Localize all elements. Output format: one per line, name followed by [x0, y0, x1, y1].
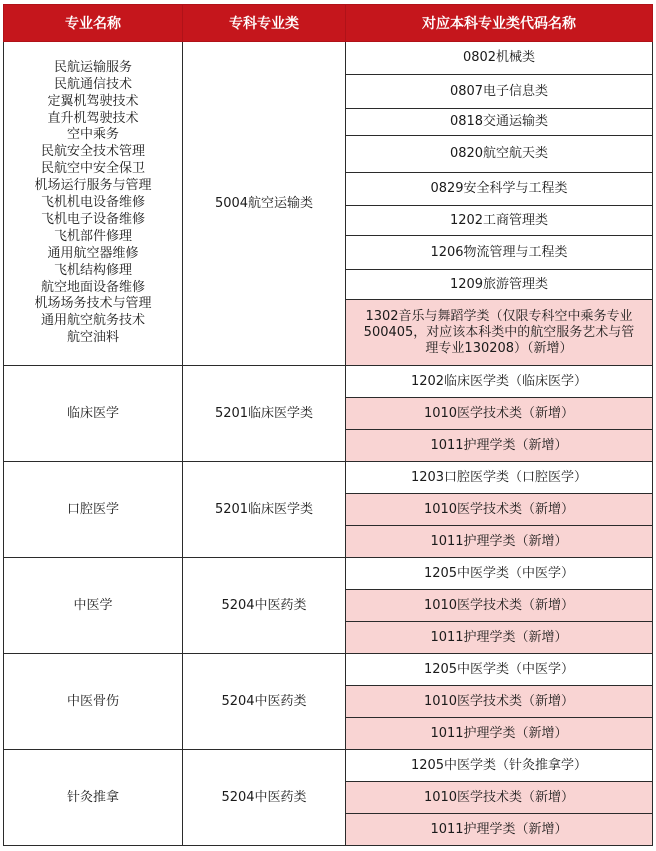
- major-item: 航空油料: [66, 330, 119, 346]
- header-row: [4, 5, 653, 42]
- major-list-aviation: [4, 42, 183, 366]
- category-cell: 5201临床医学类: [183, 366, 346, 462]
- target-cell: 1206物流管理与工程类: [346, 236, 653, 270]
- major-item: 民航运输服务: [53, 59, 132, 75]
- target-cell: 0829安全科学与工程类: [346, 173, 653, 206]
- target-cell: 0820航空航天类: [346, 136, 653, 173]
- target-cell: 0802机械类: [346, 42, 653, 75]
- header-major-name: 专业名称: [4, 5, 183, 42]
- category-cell: 5204中医药类: [183, 750, 346, 846]
- major-item: 民航空中安全保卫: [40, 161, 145, 177]
- major-cell: 口腔医学: [4, 462, 183, 558]
- table-row: [4, 558, 653, 590]
- target-cell: 1202临床医学类（临床医学）: [346, 366, 653, 398]
- target-cell-highlight: 1010医学技术类（新增）: [346, 686, 653, 718]
- target-cell: 1205中医学类（中医学）: [346, 654, 653, 686]
- major-cell: 临床医学: [4, 366, 183, 462]
- target-cell-highlight: 1010医学技术类（新增）: [346, 398, 653, 430]
- major-item: 机场场务技术与管理: [34, 296, 152, 312]
- target-cell: 0807电子信息类: [346, 75, 653, 109]
- target-cell-highlight: 1010医学技术类（新增）: [346, 494, 653, 526]
- target-cell: 1205中医学类（针灸推拿学）: [346, 750, 653, 782]
- target-cell: 1202工商管理类: [346, 206, 653, 236]
- target-cell: 1209旅游管理类: [346, 270, 653, 300]
- header-undergrad-category: 对应本科专业类代码名称: [346, 5, 653, 42]
- major-item: 定翼机驾驶技术: [47, 93, 139, 109]
- target-cell: 0818交通运输类: [346, 109, 653, 136]
- target-cell: 1203口腔医学类（口腔医学）: [346, 462, 653, 494]
- major-item: 飞机结构修理: [53, 262, 132, 278]
- target-cell-highlight: 1010医学技术类（新增）: [346, 782, 653, 814]
- category-cell: 5004航空运输类: [183, 42, 346, 366]
- target-cell-highlight: 1011护理学类（新增）: [346, 430, 653, 462]
- table-row: [4, 750, 653, 782]
- target-cell-highlight: 1011护理学类（新增）: [346, 718, 653, 750]
- target-cell-highlight: 1011护理学类（新增）: [346, 526, 653, 558]
- major-item: 飞机电子设备维修: [40, 211, 145, 227]
- major-mapping-table: [3, 4, 653, 846]
- target-cell: 1205中医学类（中医学）: [346, 558, 653, 590]
- major-item: 通用航空航务技术: [40, 313, 145, 329]
- table-row: [4, 654, 653, 686]
- target-cell-highlight: 1011护理学类（新增）: [346, 622, 653, 654]
- major-item: 飞机部件修理: [53, 228, 132, 244]
- major-cell: 针灸推拿: [4, 750, 183, 846]
- major-cell: 中医骨伤: [4, 654, 183, 750]
- major-item: 直升机驾驶技术: [47, 110, 139, 126]
- major-item: 机场运行服务与管理: [34, 178, 152, 194]
- major-item: 飞机机电设备维修: [40, 195, 145, 211]
- major-item: 航空地面设备维修: [40, 279, 145, 295]
- major-item: 空中乘务: [66, 127, 119, 143]
- major-item: 民航通信技术: [53, 76, 132, 92]
- table-row: [4, 366, 653, 398]
- major-cell: 中医学: [4, 558, 183, 654]
- table-row: [4, 42, 653, 75]
- header-junior-category: 专科专业类: [183, 5, 346, 42]
- category-cell: 5204中医药类: [183, 558, 346, 654]
- table-row: [4, 462, 653, 494]
- target-cell-highlight: 1302音乐与舞蹈学类（仅限专科空中乘务专业500405，对应该本科类中的航空服务艺术与管理专业130208）（新增）: [346, 300, 653, 366]
- major-item: 民航安全技术管理: [40, 144, 145, 160]
- category-cell: 5204中医药类: [183, 654, 346, 750]
- category-cell: 5201临床医学类: [183, 462, 346, 558]
- target-cell-highlight: 1011护理学类（新增）: [346, 814, 653, 846]
- major-item: 通用航空器维修: [47, 245, 139, 261]
- target-cell-highlight: 1010医学技术类（新增）: [346, 590, 653, 622]
